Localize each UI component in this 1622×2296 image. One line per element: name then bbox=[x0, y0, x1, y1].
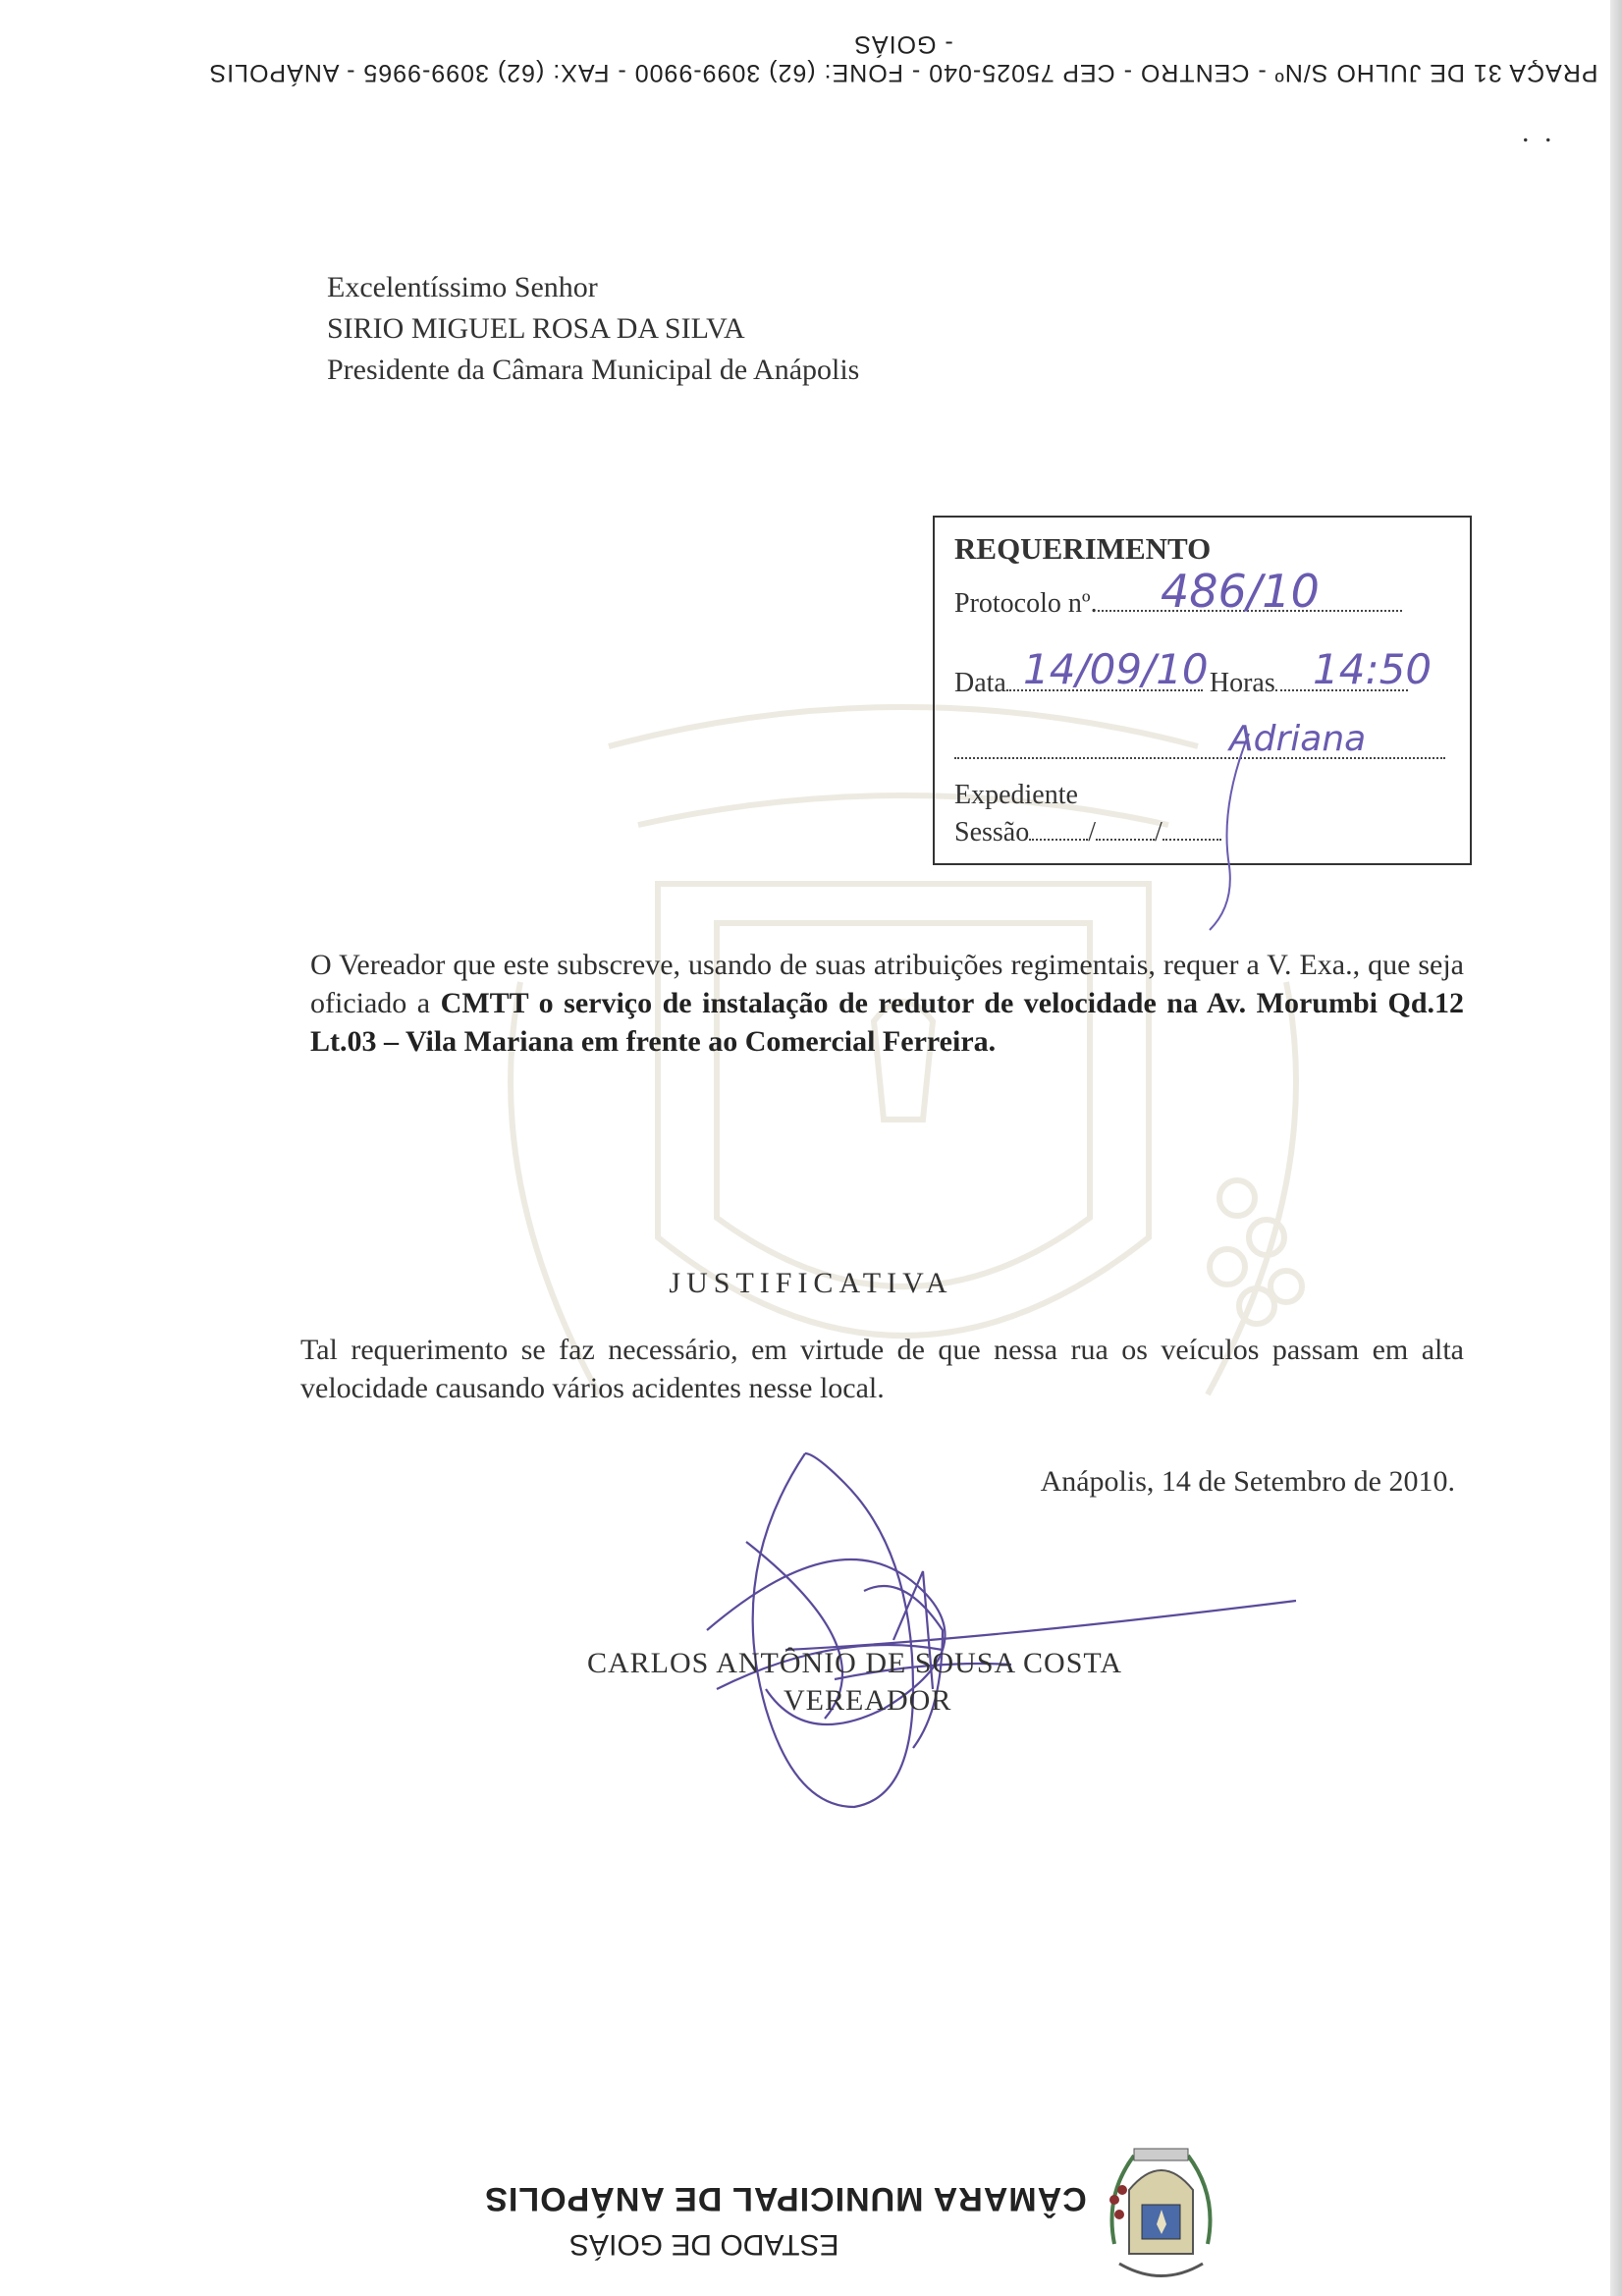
justification-title: JUSTIFICATIVA bbox=[669, 1267, 953, 1299]
salutation: Excelentíssimo Senhor bbox=[327, 271, 598, 303]
request-paragraph bbox=[310, 946, 1464, 1061]
protocol-label: Protocolo nº. bbox=[954, 588, 1098, 619]
stamp-title: REQUERIMENTO bbox=[954, 531, 1212, 566]
sessao-line: Sessão / / bbox=[954, 817, 1221, 848]
letterhead-footer bbox=[481, 2141, 1227, 2278]
handwritten-signature bbox=[687, 1394, 1316, 1856]
chamber-crest-icon bbox=[1105, 2141, 1217, 2283]
date-label: Data bbox=[954, 668, 1006, 698]
footer-chamber: CÂMARA MUNICIPAL DE ANÁPOLIS bbox=[484, 2180, 1087, 2217]
expediente-label: Expediente bbox=[954, 780, 1078, 810]
page-edge bbox=[1610, 0, 1622, 2296]
place-date: Anápolis, 14 de Setembro de 2010. bbox=[1040, 1465, 1455, 1498]
recipient-block bbox=[327, 267, 859, 391]
letterhead-address: PRAÇA 31 DE JULHO S/Nº - CENTRO - CEP 75025-040 - FONE: (62) 3099-9900 - FAX: (62) 3099-9965 - ANÁPOLIS - GOIÁS bbox=[208, 30, 1598, 86]
protocol-value: 486/10 bbox=[1161, 565, 1320, 618]
request-intro: O Vereador que este subscreve, usando de suas atribuições regimentais, requer a V. Exa., que seja oficiado a bbox=[310, 949, 1464, 1019]
footer-text-block bbox=[481, 2141, 1090, 2278]
receiver-initials: Adriana bbox=[1229, 719, 1367, 759]
recipient-title: Presidente da Câmara Municipal de Anápolis bbox=[327, 354, 860, 386]
hours-value: 14:50 bbox=[1313, 645, 1433, 693]
signer-name: CARLOS ANTÔNIO DE SOUSA COSTA bbox=[587, 1647, 1122, 1679]
sessao-label: Sessão bbox=[954, 817, 1030, 847]
hours-label: Horas bbox=[1209, 668, 1275, 698]
date-value: 14/09/10 bbox=[1023, 645, 1209, 693]
justification-text: Tal requerimento se faz necessário, em virtude de que nessa rua os veículos passam em alta velocidade causando vários acidentes nesse local. bbox=[300, 1334, 1464, 1404]
request-details: CMTT o serviço de instalação de redutor de velocidade na Av. Morumbi Qd.12 Lt.03 – Vila Mariana em frente ao Comercial Ferreira. bbox=[310, 987, 1464, 1058]
initials-stroke bbox=[1200, 729, 1259, 935]
footer-state: ESTADO DE GOIÁS bbox=[569, 2228, 839, 2261]
recipient-name: SIRIO MIGUEL ROSA DA SILVA bbox=[327, 312, 745, 345]
scan-dots: . . bbox=[1522, 116, 1556, 148]
requerimento-stamp bbox=[933, 516, 1472, 865]
signer-role: VEREADOR bbox=[784, 1684, 952, 1717]
